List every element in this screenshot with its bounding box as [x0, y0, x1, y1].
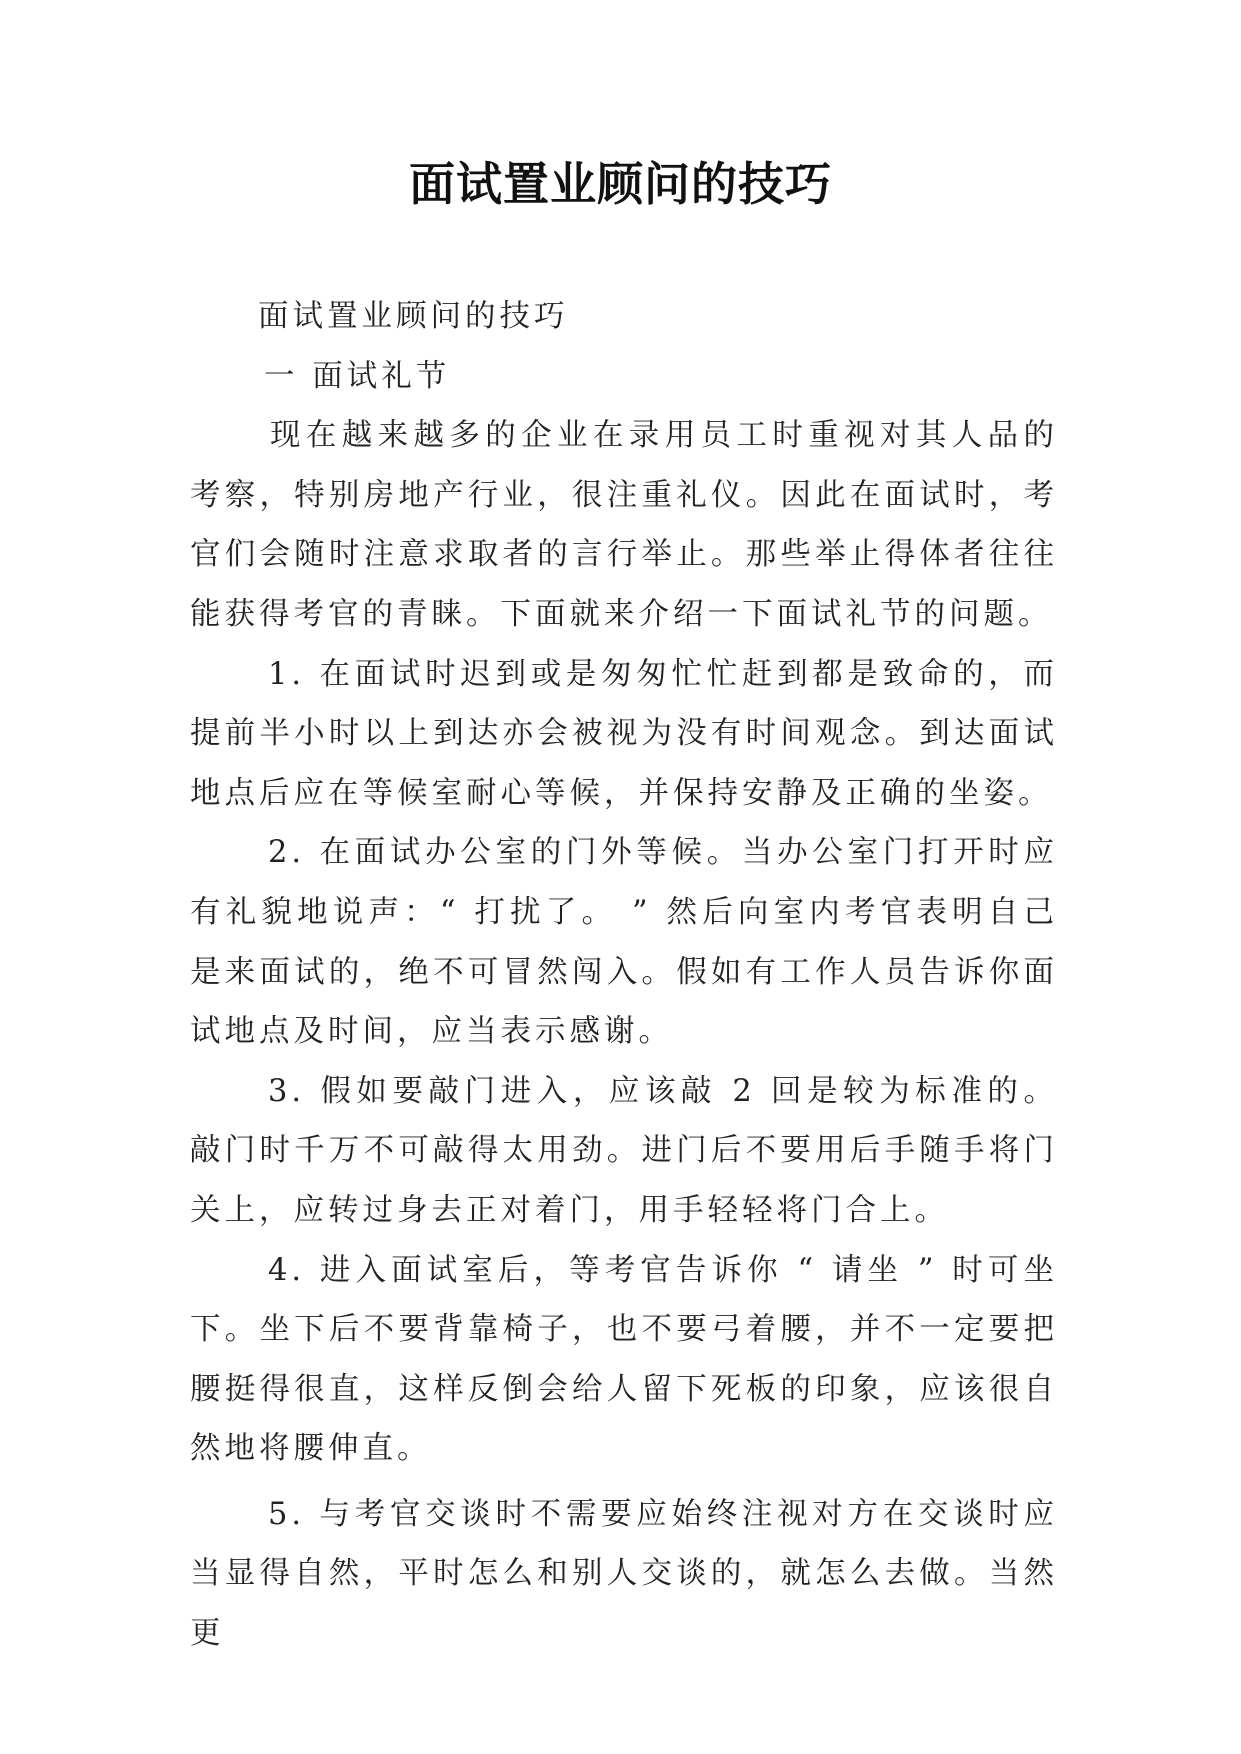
- document-body: [190, 287, 1058, 1664]
- document-title: 面试置业顾问的技巧: [409, 157, 832, 211]
- list-item-4: 4. 进入面试室后，等考官告诉你 “ 请坐 ” 时可坐下。坐下后不要背靠椅子，也不要弓着腰，并不一定要把腰挺得很直，这样反倒会给人留下死板的印象，应该很自然地将腰伸直。: [190, 1252, 1058, 1467]
- list-item-1: 1. 在面试时迟到或是匆匆忙忙赶到都是致命的，而提前半小时以上到达亦会被视为没有时间观念。到达面试地点后应在等候室耐心等候，并保持安静及正确的坐姿。: [190, 656, 1058, 811]
- list-item-3: 3. 假如要敲门进入，应该敲 2 回是较为标准的。敲门时千万不可敲得太用劲。进门后不要用后手随手将门关上，应转过身去正对着门，用手轻轻将门合上。: [190, 1073, 1058, 1228]
- document-subtitle: 面试置业顾问的技巧: [258, 299, 569, 334]
- list-item-5: 5. 与考官交谈时不需要应始终注视对方在交谈时应当显得自然，平时怎么和别人交谈的，就怎么去做。当然更: [190, 1496, 1058, 1652]
- intro-paragraph: 现在越来越多的企业在录用员工时重视对其人品的考察，特别房地产行业，很注重礼仪。因此在面试时，考官们会随时注意求取者的言行举止。那些举止得体者往往能获得考官的青睐。下面就来介绍一下面试礼节的问题。: [190, 418, 1058, 632]
- list-item-2: 2. 在面试办公室的门外等候。当办公室门打开时应有礼貌地说声：“ 打扰了。 ” 然后向室内考官表明自己是来面试的，绝不可冒然闯入。假如有工作人员告诉你面试地点及时间，应当表示感谢。: [190, 835, 1058, 1050]
- section-heading: 一 面试礼节: [264, 358, 451, 394]
